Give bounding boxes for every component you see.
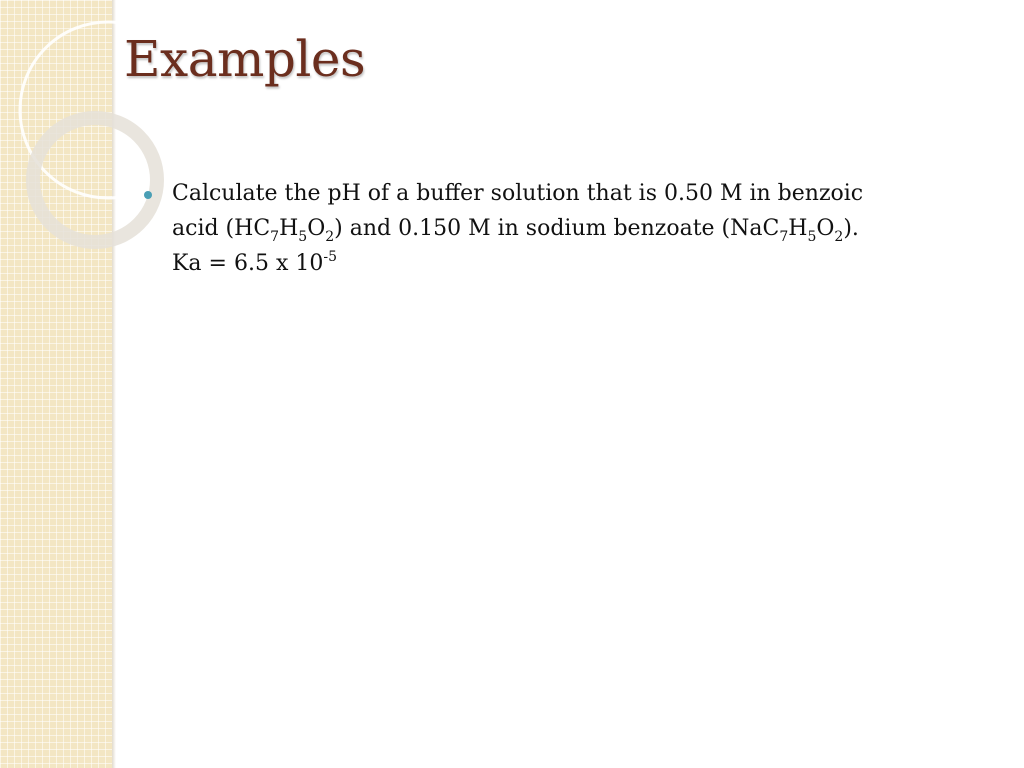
text-ka: Ka = 6.5 x 10 — [172, 251, 324, 276]
text-h-2: H — [788, 216, 808, 241]
subscript-h-count-2: 5 — [807, 229, 817, 245]
bullet-line-1: Calculate the pH of a buffer solution that is 0.50 M in benzoic — [172, 181, 864, 206]
subscript-o-count-2: 2 — [834, 229, 844, 245]
text-benzoate-open: ) and 0.150 M in sodium benzoate (NaC — [334, 216, 780, 241]
subscript-c-count: 7 — [270, 229, 280, 245]
bullet-dot-icon — [144, 191, 152, 199]
superscript-exponent: -5 — [323, 249, 337, 265]
text-o-2: O — [816, 216, 835, 241]
slide-body — [140, 176, 940, 281]
bullet-line-2 — [172, 211, 940, 246]
text-acid-open: acid (HC — [172, 216, 271, 241]
text-o: O — [307, 216, 326, 241]
text-h: H — [279, 216, 299, 241]
text-close: ). — [843, 216, 859, 241]
subscript-c-count-2: 7 — [779, 229, 789, 245]
decorative-circle-ring — [33, 118, 157, 242]
slide-title: Examples — [124, 30, 366, 88]
subscript-h-count: 5 — [298, 229, 308, 245]
bullet-line-3 — [172, 246, 940, 281]
subscript-o-count: 2 — [325, 229, 335, 245]
bullet-item — [140, 176, 940, 281]
